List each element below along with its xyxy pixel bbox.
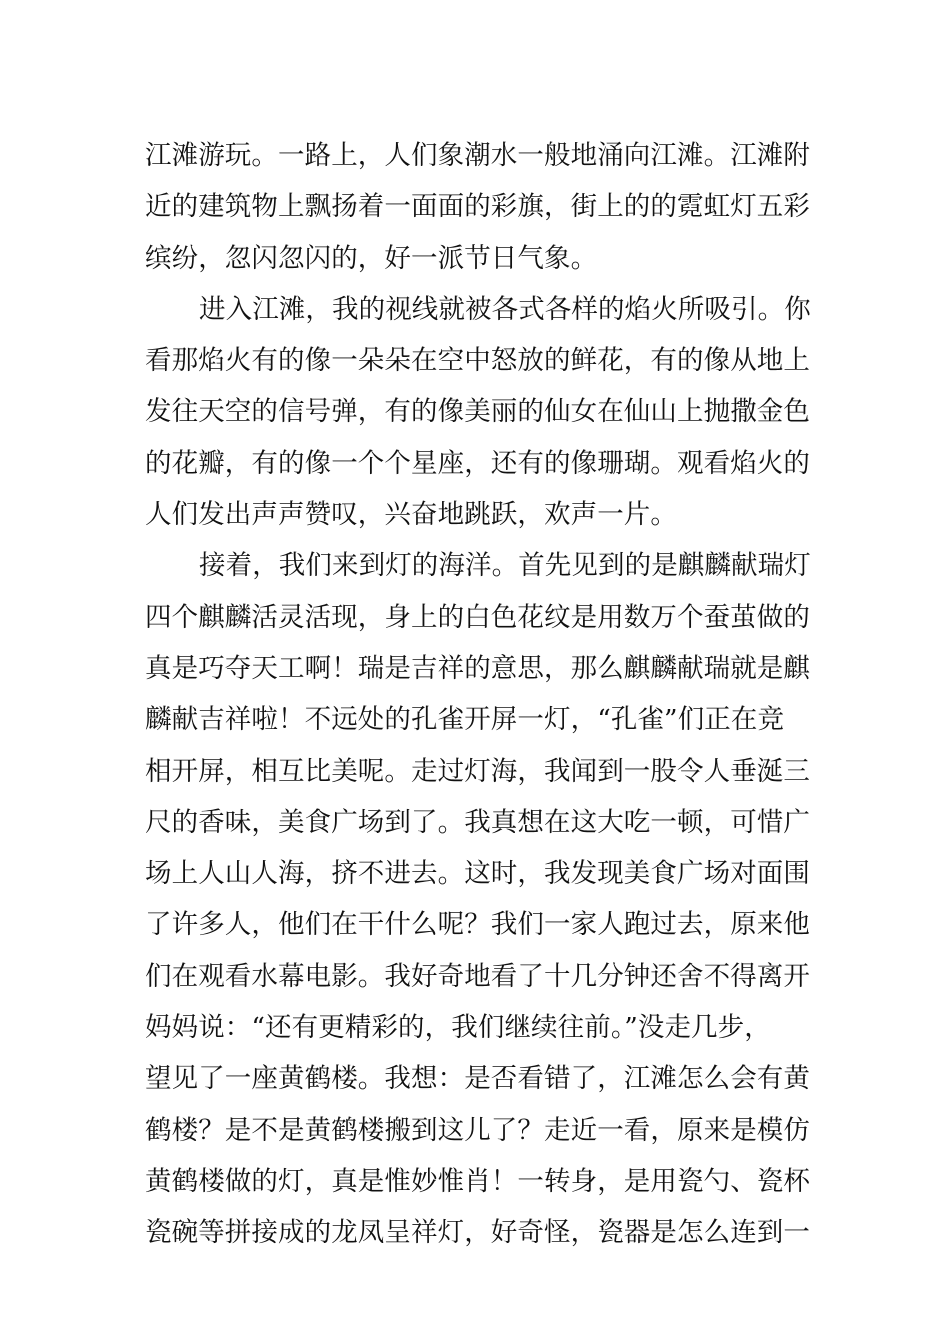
- text-line: 场上人山人海，挤不进去。这时，我发现美食广场对面围: [145, 858, 810, 890]
- text-line: 瓷碗等拼接成的龙凤呈祥灯，好奇怪，瓷器是怎么连到一: [145, 1217, 810, 1249]
- text-line: 看那焰火有的像一朵朵在空中怒放的鲜花，有的像从地上: [145, 345, 810, 377]
- text-line: 近的建筑物上飘扬着一面面的彩旗，街上的的霓虹灯五彩: [145, 191, 810, 223]
- text-line: 人们发出声声赞叹，兴奋地跳跃，欢声一片。: [145, 499, 677, 531]
- paragraph-start-line: 接着，我们来到灯的海洋。首先见到的是麒麟献瑞灯: [199, 550, 811, 582]
- text-line: 尺的香味，美食广场到了。我真想在这大吃一顿，可惜广: [145, 806, 810, 838]
- text-line: 的花瓣，有的像一个个星座，还有的像珊瑚。观看焰火的: [145, 447, 810, 479]
- text-line: 鹤楼？是不是黄鹤楼搬到这儿了？走近一看，原来是模仿: [145, 1114, 810, 1146]
- text-line: 了许多人，他们在干什么呢？我们一家人跑过去，原来他: [145, 909, 810, 941]
- text-line: 江滩游玩。一路上，人们象潮水一般地涌向江滩。江滩附: [145, 140, 810, 171]
- text-line: 缤纷，忽闪忽闪的，好一派节日气象。: [145, 242, 598, 274]
- text-line: 相开屏，相互比美呢。走过灯海，我闻到一股令人垂涎三: [145, 755, 810, 787]
- paragraph-start-line: 进入江滩，我的视线就被各式各样的焰火所吸引。你: [199, 293, 811, 325]
- text-line: 真是巧夺天工啊！瑞是吉祥的意思，那么麒麟献瑞就是麒: [145, 652, 810, 684]
- text-line: 望见了一座黄鹤楼。我想：是否看错了，江滩怎么会有黄: [145, 1063, 810, 1095]
- body-text: [145, 130, 810, 1259]
- text-line: 四个麒麟活灵活现，身上的白色花纹是用数万个蚕茧做的: [145, 601, 810, 633]
- text-line: 发往天空的信号弹，有的像美丽的仙女在仙山上抛撒金色: [145, 396, 810, 428]
- text-line: 们在观看水幕电影。我好奇地看了十几分钟还舍不得离开: [145, 960, 810, 992]
- text-line: 妈妈说：“还有更精彩的，我们继续往前。”没走几步，: [145, 1012, 771, 1044]
- text-line: 黄鹤楼做的灯，真是惟妙惟肖！一转身，是用瓷勺、瓷杯: [145, 1165, 810, 1197]
- text-line: 麟献吉祥啦！不远处的孔雀开屏一灯，“孔雀”们正在竞: [145, 704, 785, 736]
